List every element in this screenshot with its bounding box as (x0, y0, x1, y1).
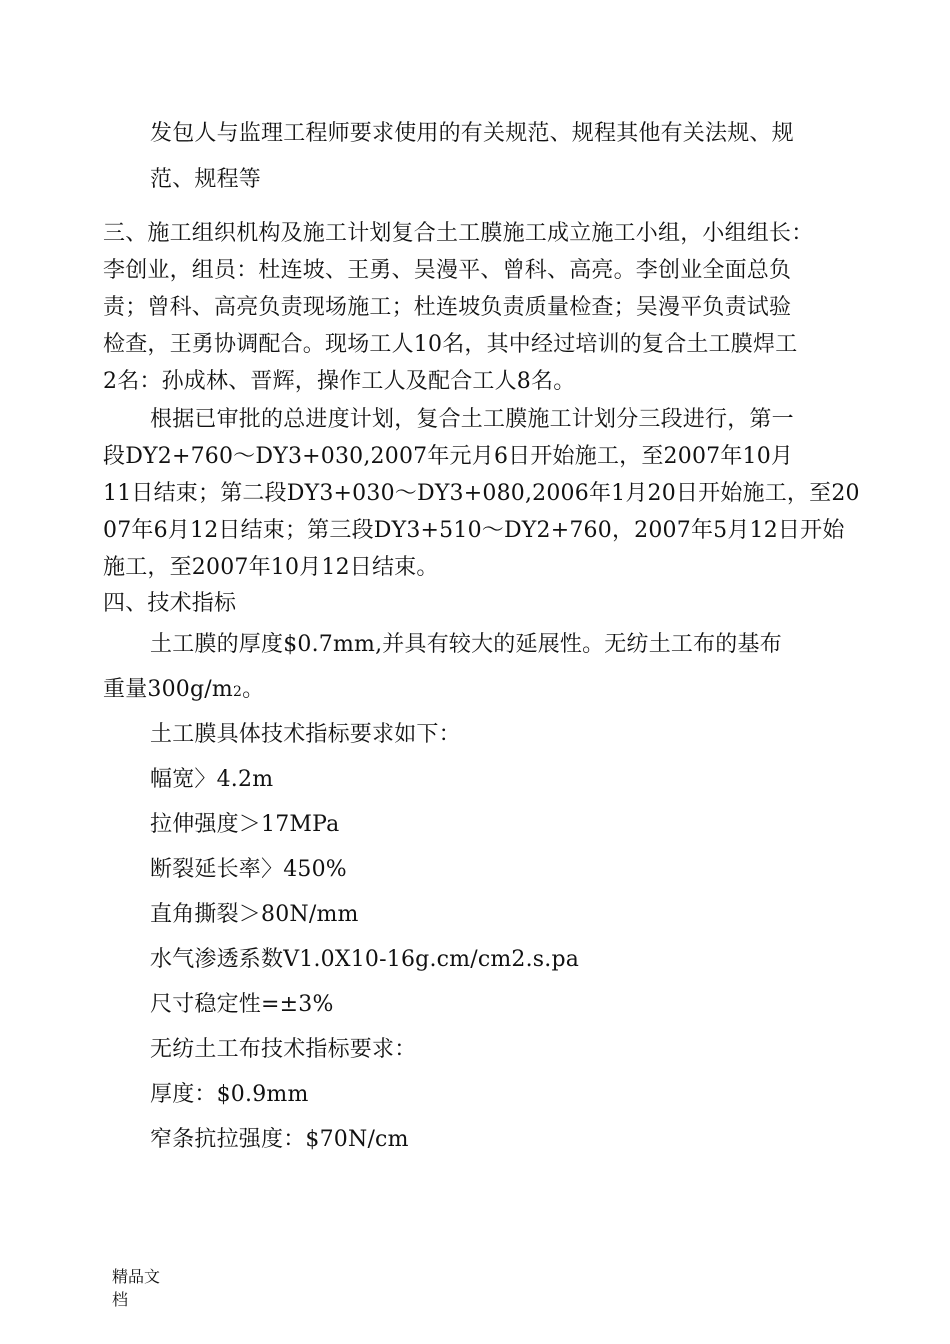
section3-line-1: 三、施工组织机构及施工计划复合土工膜施工成立施工小组，小组组长： (103, 221, 814, 246)
footer-watermark-line-1: 精品文 (112, 1267, 161, 1286)
fabric-spec-strip-tensile: 窄条抗拉强度：$70N/cm (150, 1127, 409, 1152)
unit-superscript: 2 (232, 684, 243, 700)
plan-line-1: 根据已审批的总进度计划，复合土工膜施工计划分三段进行，第一 (150, 407, 794, 432)
membrane-spec-tear: 直角撕裂＞80N/mm (150, 902, 359, 927)
footer-watermark-line-2: 档 (112, 1290, 129, 1309)
membrane-spec-permeability: 水气渗透系数V1.0X10-16g.cm/cm2.s.pa (150, 947, 580, 972)
plan-line-3: 11日结束；第二段DY3+030〜DY3+080,2006年1月20日开始施工，至20 (103, 481, 860, 506)
section4-intro-line-1: 土工膜的厚度$0.7mm,并具有较大的延展性。无纺土工布的基布 (150, 632, 782, 657)
plan-line-4: 07年6月12日结束；第三段DY3+510〜DY2+760，2007年5月12日开始 (103, 518, 845, 543)
section3-line-4: 检查，王勇协调配合。现场工人10名，其中经过培训的复合土工膜焊工 (103, 332, 798, 357)
fabric-specs-heading: 无纺土工布技术指标要求： (150, 1037, 417, 1062)
section2-line-2: 范、规程等 (150, 167, 262, 192)
section3-line-5: 2名：孙成林、晋辉，操作工人及配合工人8名。 (103, 369, 576, 394)
membrane-spec-tensile: 拉伸强度＞17MPa (150, 812, 340, 837)
section3-line-2: 李创业，组员：杜连坡、王勇、吴漫平、曾科、高亮。李创业全面总负 (103, 258, 792, 283)
membrane-spec-width: 幅宽〉4.2m (150, 767, 274, 792)
section4-heading: 四、技术指标 (103, 591, 237, 616)
membrane-specs-heading: 土工膜具体技术指标要求如下： (150, 722, 461, 747)
section3-line-3: 责；曾科、高亮负责现场施工；杜连坡负责质量检查；吴漫平负责试验 (103, 295, 792, 320)
section2-line-1: 发包人与监理工程师要求使用的有关规范、规程其他有关法规、规 (150, 121, 794, 146)
fabric-weight-end: 。 (242, 677, 265, 702)
fabric-weight-text: 重量300g/m (103, 677, 233, 702)
section4-intro-line-2 (103, 676, 264, 706)
membrane-spec-elongation: 断裂延长率〉450% (150, 857, 347, 882)
plan-line-2: 段DY2+760〜DY3+030,2007年元月6日开始施工，至2007年10月 (103, 444, 794, 469)
plan-line-5: 施工，至2007年10月12日结束。 (103, 555, 439, 580)
fabric-spec-thickness: 厚度：$0.9mm (150, 1082, 309, 1107)
membrane-spec-stability: 尺寸稳定性=±3% (150, 992, 334, 1017)
